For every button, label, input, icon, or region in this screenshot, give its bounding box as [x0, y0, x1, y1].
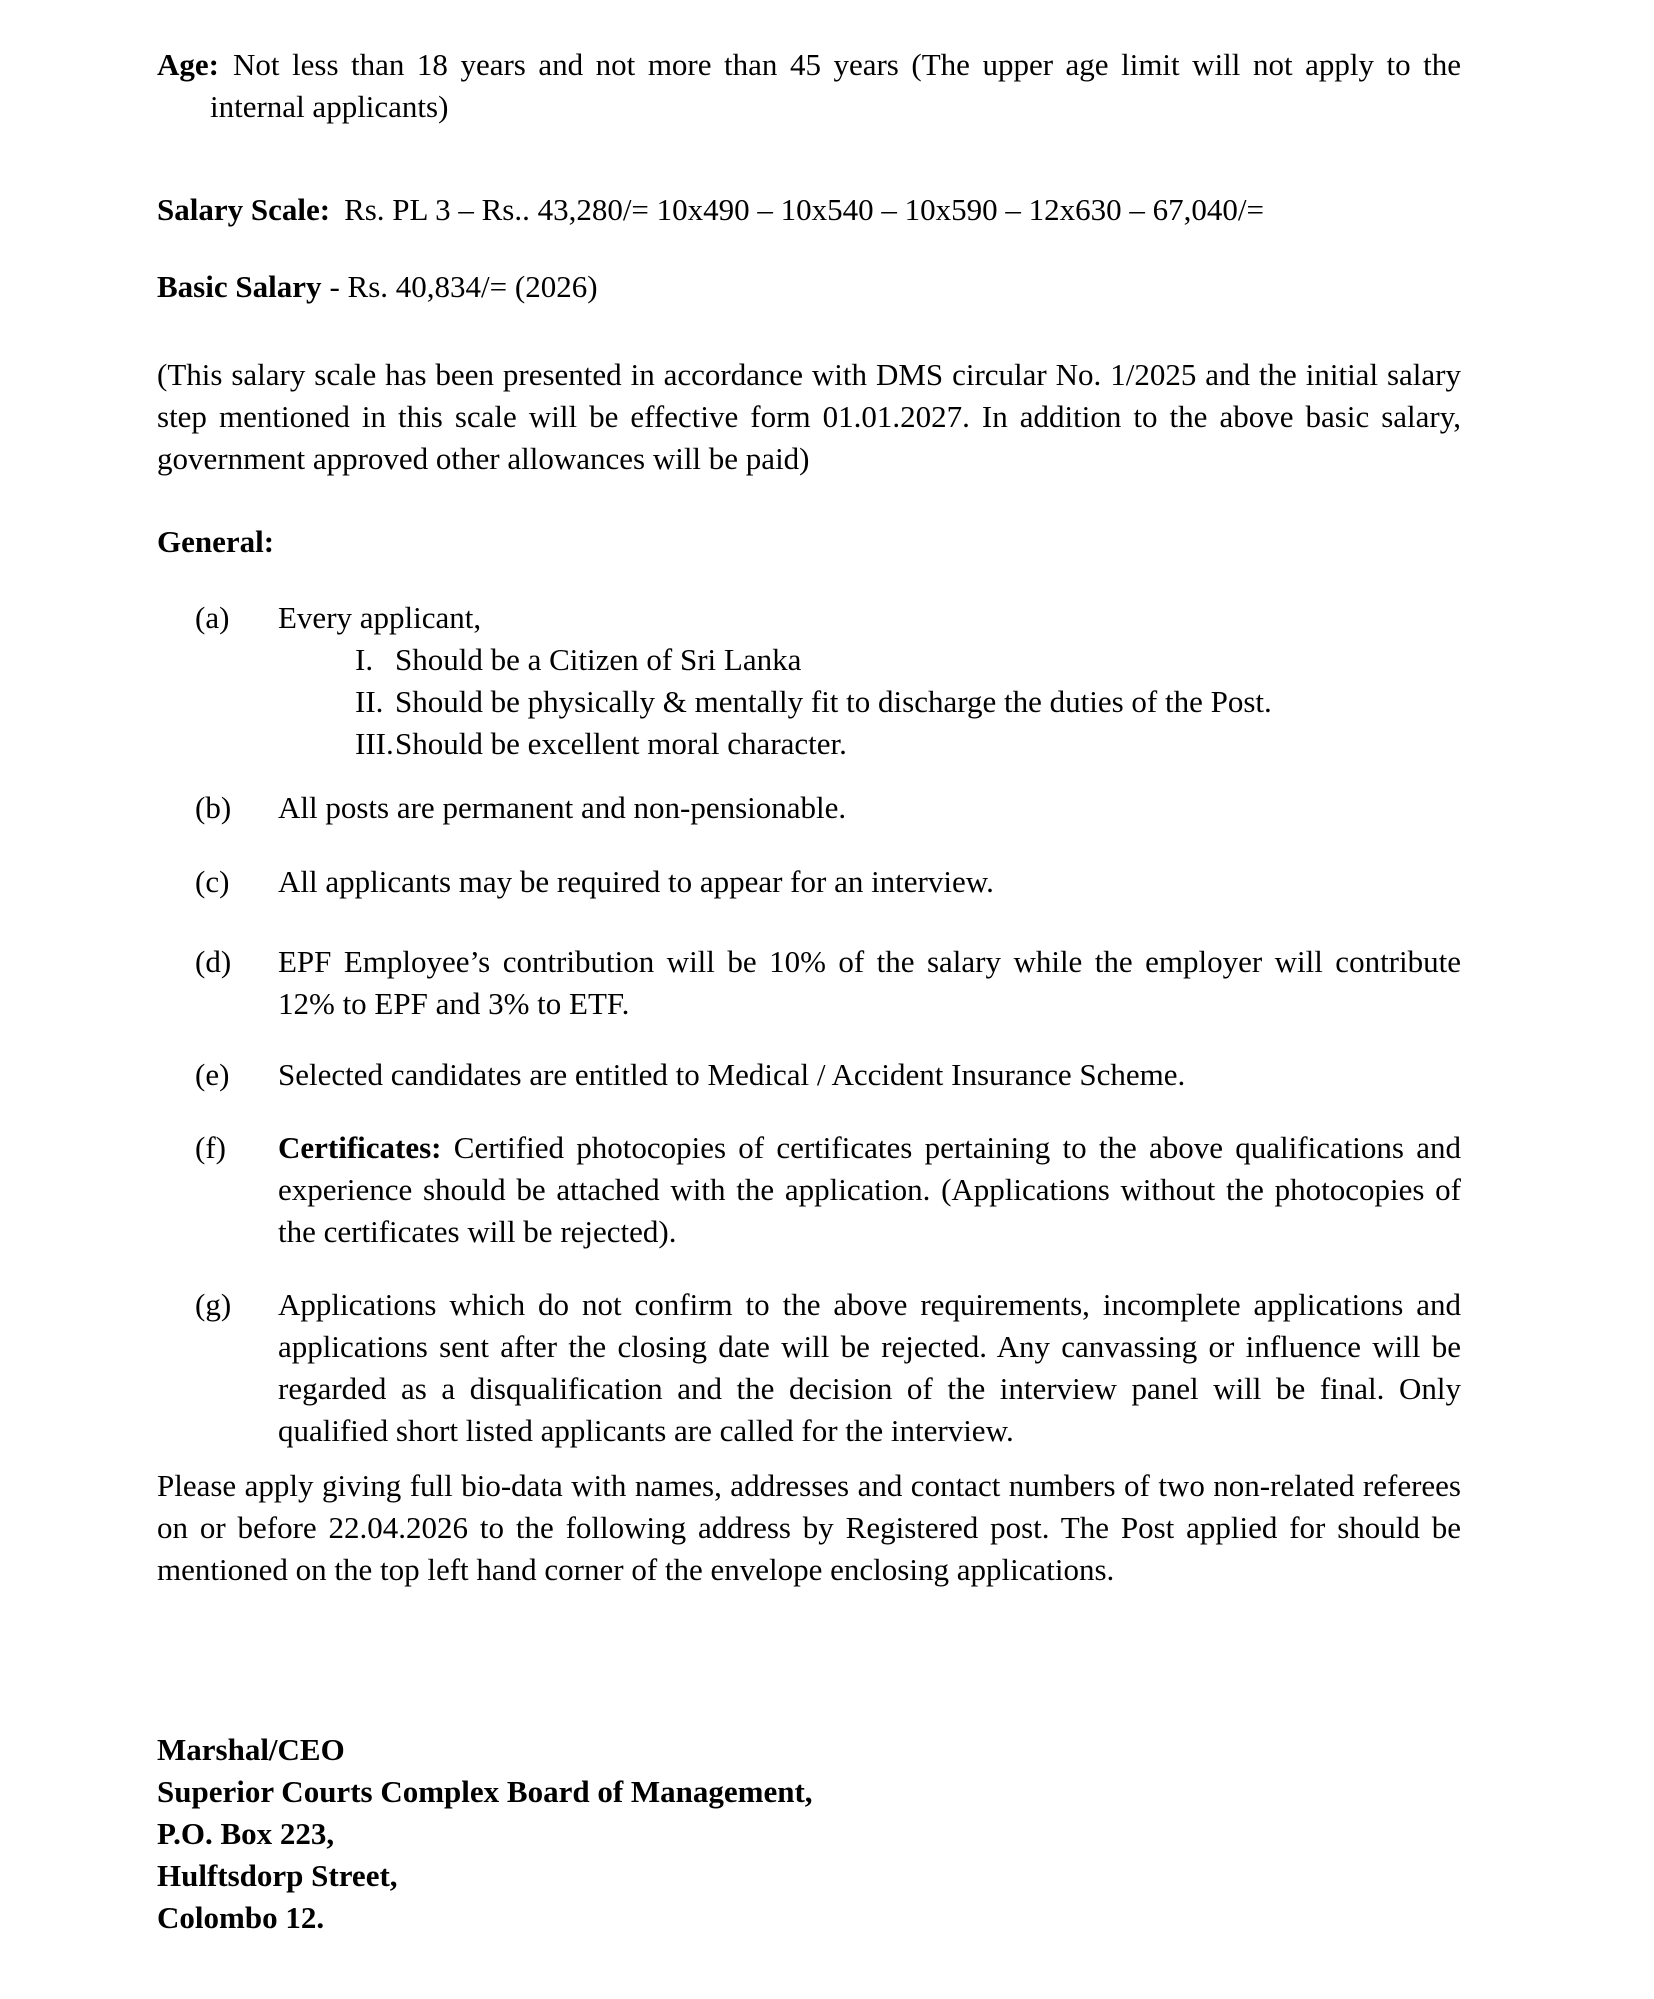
salary-scale-section — [157, 189, 1461, 231]
sub-item-2-label: II. — [355, 684, 384, 719]
list-item-a — [195, 597, 1461, 765]
address-line-3: P.O. Box 223, — [157, 1816, 335, 1851]
list-item-f-bold-prefix: Certificates: — [278, 1130, 442, 1165]
list-item-d-label: (d) — [195, 944, 232, 979]
age-label: Age: — [157, 47, 219, 82]
sub-item-1 — [355, 639, 1461, 681]
list-item-b-text: All posts are permanent and non-pensionable. — [278, 790, 847, 825]
basic-salary-section — [157, 266, 1461, 308]
list-item-f-body — [278, 1127, 1461, 1253]
sub-item-3-text: Should be excellent moral character. — [395, 726, 847, 761]
list-item-g — [195, 1284, 1461, 1452]
closing-paragraph: Please apply giving full bio-data with names, addresses and contact numbers of two non-related referees on or before 22.04.2026 to the following address by Registered post. The Post applied for should be mentioned on the top left hand corner of the envelope enclosing applications. — [157, 1468, 1461, 1587]
salary-scale-text: Rs. PL 3 – Rs.. 43,280/= 10x490 – 10x540 – 10x590 – 12x630 – 67,040/= — [344, 192, 1265, 227]
address-line-4: Hulftsdorp Street, — [157, 1858, 398, 1893]
list-item-d — [195, 941, 1461, 1025]
list-item-g-text: Applications which do not confirm to the above requirements, incomplete applications and applications sent after the closing date will be rejected. Any canvassing or influence will be regarded as a disqualification and the decision of the interview panel will be final. Only qualified short listed applicants are called for the interview. — [278, 1287, 1461, 1448]
list-item-b-label: (b) — [195, 790, 232, 825]
sub-item-2 — [355, 681, 1461, 723]
list-item-c-text: All applicants may be required to appear for an interview. — [278, 864, 994, 899]
list-item-e-text: Selected candidates are entitled to Medical / Accident Insurance Scheme. — [278, 1057, 1186, 1092]
sub-item-1-text: Should be a Citizen of Sri Lanka — [395, 642, 802, 677]
sub-item-1-label: I. — [355, 642, 374, 677]
list-item-a-label: (a) — [195, 600, 230, 635]
sub-item-2-text: Should be physically & mentally fit to discharge the duties of the Post. — [395, 684, 1272, 719]
age-text: Not less than 18 years and not more than 45 years (The upper age limit will not apply to the internal applicants) — [210, 47, 1461, 124]
sub-item-3 — [355, 723, 1461, 765]
list-item-c-label: (c) — [195, 864, 230, 899]
basic-salary-label: Basic Salary — [157, 269, 322, 304]
address-line-2: Superior Courts Complex Board of Management, — [157, 1774, 813, 1809]
list-item-a-body — [278, 597, 1461, 765]
general-heading: General: — [157, 524, 275, 559]
list-item-e-label: (e) — [195, 1057, 230, 1092]
address-line-1: Marshal/CEO — [157, 1732, 345, 1767]
list-item-g-label: (g) — [195, 1287, 232, 1322]
list-item-f-label: (f) — [195, 1130, 226, 1165]
age-section — [157, 44, 1461, 128]
list-item-c — [195, 861, 1461, 903]
list-item-d-text: EPF Employee’s contribution will be 10% of the salary while the employer will contribute 12% to EPF and 3% to ETF. — [278, 944, 1461, 1021]
salary-scale-label: Salary Scale: — [157, 192, 331, 227]
address-block — [157, 1729, 1461, 1939]
salary-note-paragraph: (This salary scale has been presented in accordance with DMS circular No. 1/2025 and the initial salary step mentioned in this scale will be effective form 01.01.2027. In addition to the above basic salary, government approved other allowances will be paid) — [157, 357, 1461, 476]
sub-item-3-label: III. — [355, 726, 394, 761]
list-item-a-text: Every applicant, — [278, 600, 482, 635]
list-item-f — [195, 1127, 1461, 1253]
address-line-5: Colombo 12. — [157, 1900, 325, 1935]
list-item-f-text: Certified photocopies of certificates pertaining to the above qualifications and experience should be attached with the application. (Applications without the photocopies of the certificates will be rejected). — [278, 1130, 1462, 1249]
list-item-b — [195, 787, 1461, 829]
basic-salary-text: - Rs. 40,834/= (2026) — [329, 269, 598, 304]
list-item-e — [195, 1054, 1461, 1096]
